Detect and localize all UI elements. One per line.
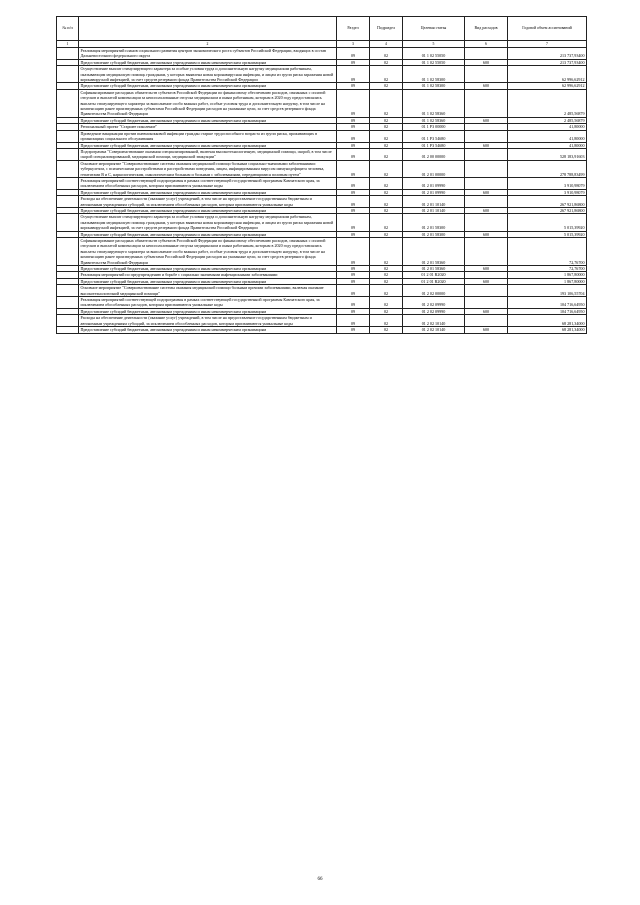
target-article-cell: 01 1 P3 54680	[403, 142, 465, 148]
target-article-cell: 01 2 01 10140	[403, 207, 465, 213]
table-row	[57, 214, 587, 231]
section-code-cell: 09	[337, 207, 370, 213]
section-code-cell: 09	[337, 214, 370, 231]
subsection-code-cell: 02	[370, 327, 403, 333]
target-article-cell: 01 2 00 00000	[403, 148, 465, 160]
col-number: 7	[508, 41, 587, 48]
amount-cell: 267 921,86800	[508, 207, 587, 213]
section-code-cell: 09	[337, 124, 370, 130]
row-number-cell	[57, 285, 79, 297]
amount-cell: 41,80000	[508, 142, 587, 148]
subsection-code-cell: 02	[370, 297, 403, 309]
table-row	[57, 130, 587, 142]
amount-cell: 5 015,39920	[508, 214, 587, 231]
subsection-code-cell: 02	[370, 272, 403, 278]
row-number-cell	[57, 238, 79, 266]
amount-cell: 68 281,34000	[508, 327, 587, 333]
target-article-cell: 01 2 01 58360	[403, 266, 465, 272]
row-name-cell: Основное мероприятие "Совершенствование системы оказания медицинской помощи больным социально-значимыми заболеваниями: туберкулезом, с психическими расстройствами и расстройствами поведения, лицам, инфицированным вирусом иммунодефицита человека, гепатитами B и C, наркологическим, онкологическим больным и больным с заболеваниями, передающимися половым путем"	[79, 160, 337, 177]
row-name-cell: Подпрограмма "Совершенствование оказания специализированной, включая высокотехнологичную, медицинской помощи, скорой, в том числе скорой специализированной, медицинской помощи, медицинской эвакуации"	[79, 148, 337, 160]
target-article-cell: 01 1 02 55050	[403, 48, 465, 60]
row-name-cell: Реализация мероприятий соответствующей подпрограммы в рамках соответствующей государственной программы Камчатского края, за исключением обособленных расходов, которым присваиваются уникальные коды	[79, 177, 337, 189]
header-section: Раздел	[337, 17, 370, 41]
row-name-cell: Реализация мероприятий планов социального развития центров экономического роста субъектов Российской Федерации, входящих в состав Дальневосточного федерального округа	[79, 48, 337, 60]
subsection-code-cell: 02	[370, 177, 403, 189]
amount-cell: 278 788,83499	[508, 160, 587, 177]
section-code-cell: 09	[337, 272, 370, 278]
row-name-cell: Предоставление субсидий бюджетным, автономным учреждениям и иным некоммерческим организациям	[79, 266, 337, 272]
amount-cell: 528 183,91603	[508, 148, 587, 160]
table-row	[57, 48, 587, 60]
subsection-code-cell: 02	[370, 148, 403, 160]
expense-type-cell	[465, 148, 508, 160]
col-number: 5	[403, 41, 465, 48]
expense-type-cell: 600	[465, 266, 508, 272]
amount-cell: 72,76700	[508, 238, 587, 266]
amount-cell: 41,80000	[508, 130, 587, 142]
column-number-row	[57, 41, 587, 48]
target-article-cell: 01 1 02 58360	[403, 89, 465, 117]
section-code-cell: 09	[337, 297, 370, 309]
section-code-cell: 09	[337, 160, 370, 177]
col-number: 3	[337, 41, 370, 48]
subsection-code-cell: 02	[370, 48, 403, 60]
amount-cell: 2 485,56879	[508, 89, 587, 117]
subsection-code-cell: 02	[370, 315, 403, 327]
row-name-cell: Осуществление выплат стимулирующего характера за особые условия труда и дополнительную нагрузку медицинским работникам, оказывающим медицинскую помощь гражданам, у которых выявлена новая коронавирусная инфекция, и лицам из групп риска заражения новой коронавирусной инфекцией, за счет средств резервного фонда Правительства Российской Федерации	[79, 214, 337, 231]
table-row	[57, 177, 587, 189]
target-article-cell: 01 2 02 09990	[403, 297, 465, 309]
row-number-cell	[57, 196, 79, 208]
target-article-cell: 01 1 02 58300	[403, 83, 465, 89]
expense-type-cell: 600	[465, 207, 508, 213]
table-body	[57, 48, 587, 334]
amount-cell: 68 281,34000	[508, 315, 587, 327]
row-name-cell: Реализация мероприятий соответствующей подпрограммы в рамках соответствующей государственной программы Камчатского края, за исключением обособленных расходов, которым присваиваются уникальные коды	[79, 297, 337, 309]
amount-cell: 1 867,80000	[508, 278, 587, 284]
row-name-cell: Предоставление субсидий бюджетным, автономным учреждениям и иным некоммерческим организациям	[79, 231, 337, 237]
section-code-cell: 09	[337, 89, 370, 117]
row-number-cell	[57, 48, 79, 60]
amount-cell: 267 921,86800	[508, 196, 587, 208]
target-article-cell: 01 2 02 00000	[403, 285, 465, 297]
expense-type-cell: 600	[465, 278, 508, 284]
subsection-code-cell: 02	[370, 66, 403, 83]
row-name-cell: Предоставление субсидий бюджетным, автономным учреждениям и иным некоммерческим организациям	[79, 207, 337, 213]
section-code-cell: 09	[337, 142, 370, 148]
target-article-cell: 01 2 01 09990	[403, 189, 465, 195]
table-row	[57, 238, 587, 266]
target-article-cell: 01 2 02 10140	[403, 327, 465, 333]
target-article-cell: 01 1 02 58360	[403, 117, 465, 123]
expense-type-cell	[465, 160, 508, 177]
section-code-cell: 09	[337, 66, 370, 83]
amount-cell: 1 867,80000	[508, 272, 587, 278]
section-code-cell: 09	[337, 48, 370, 60]
section-code-cell: 09	[337, 59, 370, 65]
expense-type-cell	[465, 214, 508, 231]
subsection-code-cell: 02	[370, 59, 403, 65]
section-code-cell: 09	[337, 196, 370, 208]
row-name-cell: Предоставление субсидий бюджетным, автономным учреждениям и иным некоммерческим организациям	[79, 278, 337, 284]
subsection-code-cell: 02	[370, 238, 403, 266]
amount-cell: 2 485,56879	[508, 117, 587, 123]
target-article-cell: 01 1 P3 00000	[403, 124, 465, 130]
header-annual-amount: Годовой объем ассигнований	[508, 17, 587, 41]
row-name-cell: Предоставление субсидий бюджетным, автономным учреждениям и иным некоммерческим организациям	[79, 142, 337, 148]
section-code-cell: 09	[337, 308, 370, 314]
subsection-code-cell: 02	[370, 83, 403, 89]
section-code-cell: 09	[337, 130, 370, 142]
table-row	[57, 66, 587, 83]
col-number: 4	[370, 41, 403, 48]
row-number-cell	[57, 130, 79, 142]
expense-type-cell	[465, 238, 508, 266]
subsection-code-cell: 02	[370, 89, 403, 117]
table-row	[57, 285, 587, 297]
row-name-cell: Предоставление субсидий бюджетным, автономным учреждениям и иным некоммерческим организациям	[79, 308, 337, 314]
subsection-code-cell: 02	[370, 266, 403, 272]
target-article-cell: 01 2 01 R2020	[403, 278, 465, 284]
amount-cell: 5 015,39920	[508, 231, 587, 237]
subsection-code-cell: 02	[370, 142, 403, 148]
section-code-cell: 09	[337, 148, 370, 160]
section-code-cell: 09	[337, 177, 370, 189]
expense-type-cell: 600	[465, 231, 508, 237]
subsection-code-cell: 02	[370, 160, 403, 177]
subsection-code-cell: 02	[370, 196, 403, 208]
target-article-cell: 01 2 02 10140	[403, 315, 465, 327]
page-number: 66	[317, 877, 323, 882]
row-number-cell	[57, 315, 79, 327]
table-row	[57, 297, 587, 309]
expense-type-cell: 600	[465, 142, 508, 148]
subsection-code-cell: 02	[370, 189, 403, 195]
expense-type-cell	[465, 89, 508, 117]
subsection-code-cell: 02	[370, 207, 403, 213]
table-row	[57, 327, 587, 333]
target-article-cell: 01 2 01 58300	[403, 231, 465, 237]
section-code-cell: 09	[337, 285, 370, 297]
row-name-cell: Региональный проект "Старшее поколение"	[79, 124, 337, 130]
target-article-cell: 01 2 01 10140	[403, 196, 465, 208]
target-article-cell: 01 2 01 58360	[403, 238, 465, 266]
subsection-code-cell: 02	[370, 308, 403, 314]
expense-type-cell	[465, 48, 508, 60]
row-number-cell	[57, 214, 79, 231]
expense-type-cell: 600	[465, 83, 508, 89]
target-article-cell: 01 2 01 R2020	[403, 272, 465, 278]
header-name	[79, 17, 337, 41]
header-row	[57, 17, 587, 41]
target-article-cell: 01 1 P3 54680	[403, 130, 465, 142]
amount-cell: 193 106,55704	[508, 285, 587, 297]
row-name-cell: Расходы на обеспечение деятельности (оказание услуг) учреждений, в том числе на предоставление государственным бюджетным и автономным учреждениям субсидий, за исключением обособленных расходов, которым присваиваются уникальные коды	[79, 196, 337, 208]
row-name-cell: Расходы на обеспечение деятельности (оказание услуг) учреждений, в том числе на предоставление государственным бюджетным и автономным учреждениям субсидий, за исключением обособленных расходов, которым присваиваются уникальные коды	[79, 315, 337, 327]
amount-cell: 3 910,98079	[508, 189, 587, 195]
expense-type-cell: 600	[465, 189, 508, 195]
amount-cell: 62 996,62912	[508, 83, 587, 89]
col-number: 2	[79, 41, 337, 48]
subsection-code-cell: 02	[370, 130, 403, 142]
expense-type-cell	[465, 177, 508, 189]
table-row	[57, 315, 587, 327]
table-row	[57, 196, 587, 208]
row-number-cell	[57, 297, 79, 309]
header-subsection: Подраздел	[370, 17, 403, 41]
section-code-cell: 09	[337, 117, 370, 123]
subsection-code-cell: 02	[370, 285, 403, 297]
header-target-article: Целевая статья	[403, 17, 465, 41]
row-name-cell: Предоставление субсидий бюджетным, автономным учреждениям и иным некоммерческим организациям	[79, 189, 337, 195]
header-expense-type: Вид расходов	[465, 17, 508, 41]
expense-type-cell	[465, 66, 508, 83]
table-row	[57, 160, 587, 177]
amount-cell: 213 737,93400	[508, 59, 587, 65]
section-code-cell: 09	[337, 231, 370, 237]
subsection-code-cell: 02	[370, 278, 403, 284]
budget-table	[56, 16, 587, 334]
target-article-cell: 01 1 02 55050	[403, 59, 465, 65]
row-number-cell	[57, 66, 79, 83]
amount-cell: 41,80000	[508, 124, 587, 130]
target-article-cell: 01 2 01 58300	[403, 214, 465, 231]
subsection-code-cell: 02	[370, 214, 403, 231]
target-article-cell: 01 1 02 58300	[403, 66, 465, 83]
amount-cell: 213 737,93400	[508, 48, 587, 60]
col-number: 1	[57, 41, 79, 48]
row-number-cell	[57, 160, 79, 177]
row-name-cell: Софинансирование расходных обязательств субъектов Российской Федерации по финансовому обеспечению расходов, связанных с оплатой отпусков и выплатой компенсации за неиспользованные отпуска медицинским и иным работникам, которым в 2020 году предоставлялись выплаты стимулирующего характера за выполнение особо важных работ, особые условия труда и дополнительную нагрузку, в том числе на компенсацию ранее произведенных субъектами Российской Федерации расходов на указанные цели, за счет средств резервного фонда Правительства Российской Федерации	[79, 238, 337, 266]
expense-type-cell	[465, 130, 508, 142]
expense-type-cell: 600	[465, 59, 508, 65]
row-number-cell	[57, 327, 79, 333]
document-page	[56, 16, 586, 334]
target-article-cell: 01 2 02 09990	[403, 308, 465, 314]
row-name-cell: Предоставление субсидий бюджетным, автономным учреждениям и иным некоммерческим организациям	[79, 117, 337, 123]
section-code-cell: 09	[337, 327, 370, 333]
amount-cell: 62 996,62912	[508, 66, 587, 83]
row-name-cell: Предоставление субсидий бюджетным, автономным учреждениям и иным некоммерческим организациям	[79, 83, 337, 89]
row-number-cell	[57, 89, 79, 117]
subsection-code-cell: 02	[370, 117, 403, 123]
row-number-cell	[57, 148, 79, 160]
expense-type-cell: 600	[465, 327, 508, 333]
section-code-cell: 09	[337, 83, 370, 89]
target-article-cell: 01 2 01 00000	[403, 160, 465, 177]
subsection-code-cell: 02	[370, 231, 403, 237]
subsection-code-cell: 02	[370, 124, 403, 130]
row-name-cell: Предоставление субсидий бюджетным, автономным учреждениям и иным некоммерческим организациям	[79, 59, 337, 65]
expense-type-cell	[465, 297, 508, 309]
amount-cell: 3 910,98079	[508, 177, 587, 189]
expense-type-cell	[465, 285, 508, 297]
row-name-cell: Осуществление выплат стимулирующего характера за особые условия труда и дополнительную нагрузку медицинским работникам, оказывающим медицинскую помощь гражданам, у которых выявлена новая коронавирусная инфекция, и лицам из групп риска заражения новой коронавирусной инфекцией, за счет средств резервного фонда Правительства Российской Федерации	[79, 66, 337, 83]
header-number: № п/п	[57, 17, 79, 41]
amount-cell: 72,76700	[508, 266, 587, 272]
target-article-cell: 01 2 01 09990	[403, 177, 465, 189]
row-number-cell	[57, 177, 79, 189]
amount-cell: 104 716,64950	[508, 308, 587, 314]
col-number: 6	[465, 41, 508, 48]
section-code-cell: 09	[337, 238, 370, 266]
expense-type-cell: 600	[465, 117, 508, 123]
section-code-cell: 09	[337, 189, 370, 195]
row-name-cell: Основное мероприятие "Совершенствование системы оказания медицинской помощи больным прочими заболеваниями, включая оказание высокотехнологичной медицинской помощи"	[79, 285, 337, 297]
row-name-cell: Софинансирование расходных обязательств субъектов Российской Федерации по финансовому обеспечению расходов, связанных с оплатой отпусков и выплатой компенсации за неиспользованные отпуска медицинским и иным работникам, которым в 2020 году предоставлялись выплаты стимулирующего характера за выполнение особо важных работ, особые условия труда и дополнительную нагрузку, в том числе на компенсацию ранее произведенных субъектами Российской Федерации расходов на указанные цели, за счет средств резервного фонда Правительства Российской Федерации	[79, 89, 337, 117]
expense-type-cell	[465, 315, 508, 327]
expense-type-cell	[465, 196, 508, 208]
row-name-cell: Проведение вакцинации против пневмококковой инфекции граждан старше трудоспособного возраста из групп риска, проживающих в организациях социального обслуживания	[79, 130, 337, 142]
amount-cell: 104 716,64950	[508, 297, 587, 309]
table-row	[57, 89, 587, 117]
section-code-cell: 09	[337, 266, 370, 272]
expense-type-cell: 600	[465, 308, 508, 314]
row-name-cell: Реализация мероприятий по предупреждению и борьбе с социально значимыми инфекционными заболеваниями	[79, 272, 337, 278]
row-name-cell: Предоставление субсидий бюджетным, автономным учреждениям и иным некоммерческим организациям	[79, 327, 337, 333]
section-code-cell: 09	[337, 315, 370, 327]
section-code-cell: 09	[337, 278, 370, 284]
table-row	[57, 148, 587, 160]
